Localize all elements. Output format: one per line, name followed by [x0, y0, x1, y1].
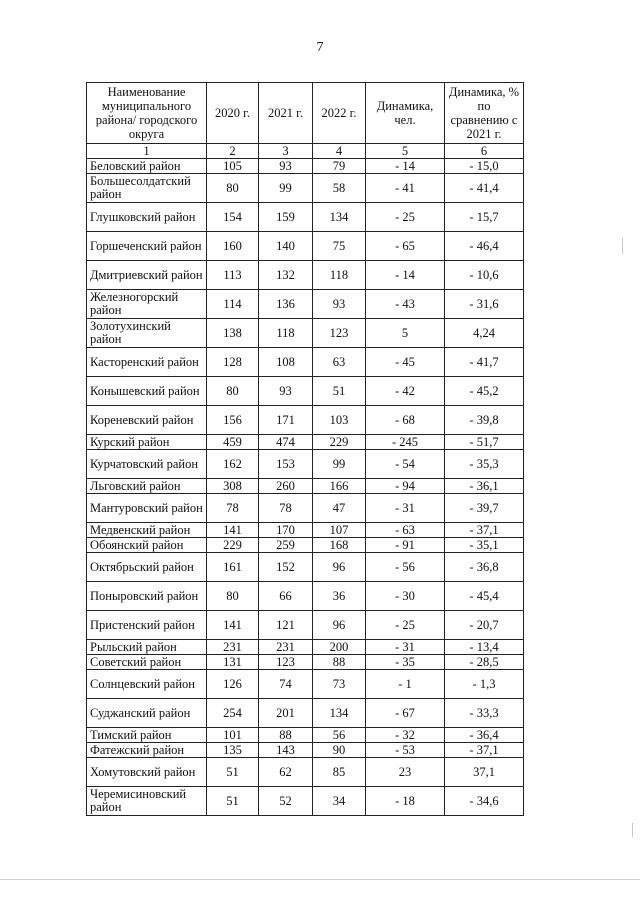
value-2020: 138 — [207, 319, 259, 348]
value-2021: 159 — [259, 203, 313, 232]
header-dynamics-people: Динамика, чел. — [366, 83, 445, 144]
table-row — [87, 290, 524, 319]
table-row — [87, 743, 524, 758]
district-name: Железногорский район — [87, 290, 207, 319]
value-2021: 118 — [259, 319, 313, 348]
value-2020: 231 — [207, 640, 259, 655]
value-2020: 114 — [207, 290, 259, 319]
value-2021: 93 — [259, 377, 313, 406]
table-row — [87, 261, 524, 290]
district-name: Суджанский район — [87, 699, 207, 728]
dynamics-people: - 53 — [366, 743, 445, 758]
value-2022: 90 — [313, 743, 366, 758]
district-name: Курчатовский район — [87, 450, 207, 479]
value-2022: 88 — [313, 655, 366, 670]
dynamics-percent: - 15,0 — [445, 159, 524, 174]
value-2021: 474 — [259, 435, 313, 450]
district-name: Большесолдатский район — [87, 174, 207, 203]
header-dynamics-percent: Динамика, % по сравнению с 2021 г. — [445, 83, 524, 144]
dynamics-percent: - 37,1 — [445, 743, 524, 758]
value-2021: 123 — [259, 655, 313, 670]
table-row — [87, 494, 524, 523]
table-row — [87, 758, 524, 787]
dynamics-people: - 14 — [366, 159, 445, 174]
value-2022: 118 — [313, 261, 366, 290]
dynamics-percent: - 15,7 — [445, 203, 524, 232]
value-2021: 99 — [259, 174, 313, 203]
dynamics-people: - 25 — [366, 611, 445, 640]
value-2020: 162 — [207, 450, 259, 479]
table-row — [87, 319, 524, 348]
table-row — [87, 348, 524, 377]
value-2022: 107 — [313, 523, 366, 538]
dynamics-people: - 67 — [366, 699, 445, 728]
value-2020: 308 — [207, 479, 259, 494]
value-2022: 134 — [313, 203, 366, 232]
district-name: Курский район — [87, 435, 207, 450]
value-2021: 171 — [259, 406, 313, 435]
table-row — [87, 538, 524, 553]
dynamics-percent: - 28,5 — [445, 655, 524, 670]
district-name: Рыльский район — [87, 640, 207, 655]
value-2020: 80 — [207, 174, 259, 203]
page-bottom-line — [0, 879, 640, 880]
value-2020: 128 — [207, 348, 259, 377]
dynamics-people: - 1 — [366, 670, 445, 699]
dynamics-percent: - 13,4 — [445, 640, 524, 655]
dynamics-people: - 54 — [366, 450, 445, 479]
table-row — [87, 787, 524, 816]
value-2020: 126 — [207, 670, 259, 699]
dynamics-people: - 14 — [366, 261, 445, 290]
value-2022: 99 — [313, 450, 366, 479]
value-2020: 229 — [207, 538, 259, 553]
value-2021: 108 — [259, 348, 313, 377]
table-row — [87, 582, 524, 611]
dynamics-people: - 43 — [366, 290, 445, 319]
dynamics-people: - 245 — [366, 435, 445, 450]
dynamics-percent: 37,1 — [445, 758, 524, 787]
district-name: Мантуровский район — [87, 494, 207, 523]
table-row — [87, 377, 524, 406]
value-2020: 101 — [207, 728, 259, 743]
value-2020: 141 — [207, 523, 259, 538]
dynamics-people: - 45 — [366, 348, 445, 377]
value-2022: 58 — [313, 174, 366, 203]
dynamics-people: - 32 — [366, 728, 445, 743]
district-name: Черемисиновский район — [87, 787, 207, 816]
dynamics-percent: - 39,7 — [445, 494, 524, 523]
value-2021: 170 — [259, 523, 313, 538]
dynamics-percent: - 10,6 — [445, 261, 524, 290]
value-2021: 52 — [259, 787, 313, 816]
header-2020: 2020 г. — [207, 83, 259, 144]
dynamics-percent: - 35,1 — [445, 538, 524, 553]
value-2021: 78 — [259, 494, 313, 523]
value-2022: 96 — [313, 611, 366, 640]
value-2020: 51 — [207, 787, 259, 816]
dynamics-percent: - 37,1 — [445, 523, 524, 538]
value-2020: 135 — [207, 743, 259, 758]
district-name: Золотухинский район — [87, 319, 207, 348]
value-2020: 78 — [207, 494, 259, 523]
value-2022: 168 — [313, 538, 366, 553]
table-row — [87, 174, 524, 203]
district-name: Горшеченский район — [87, 232, 207, 261]
dynamics-people: - 65 — [366, 232, 445, 261]
district-name: Фатежский район — [87, 743, 207, 758]
dynamics-people: - 30 — [366, 582, 445, 611]
column-number: 4 — [313, 144, 366, 159]
value-2021: 66 — [259, 582, 313, 611]
table-row — [87, 699, 524, 728]
value-2020: 154 — [207, 203, 259, 232]
district-name: Дмитриевский район — [87, 261, 207, 290]
value-2022: 93 — [313, 290, 366, 319]
district-name: Хомутовский район — [87, 758, 207, 787]
dynamics-people: - 25 — [366, 203, 445, 232]
column-number: 1 — [87, 144, 207, 159]
scan-mark — [632, 823, 633, 837]
value-2022: 56 — [313, 728, 366, 743]
dynamics-percent: - 36,4 — [445, 728, 524, 743]
dynamics-people: 5 — [366, 319, 445, 348]
district-name: Беловский район — [87, 159, 207, 174]
dynamics-percent: - 35,3 — [445, 450, 524, 479]
table-row — [87, 435, 524, 450]
district-name: Касторенский район — [87, 348, 207, 377]
dynamics-people: - 42 — [366, 377, 445, 406]
dynamics-people: - 56 — [366, 553, 445, 582]
value-2021: 93 — [259, 159, 313, 174]
value-2020: 80 — [207, 582, 259, 611]
value-2022: 200 — [313, 640, 366, 655]
district-name: Поныровский район — [87, 582, 207, 611]
table-row — [87, 406, 524, 435]
value-2021: 88 — [259, 728, 313, 743]
district-name: Конышевский район — [87, 377, 207, 406]
value-2021: 231 — [259, 640, 313, 655]
table-row — [87, 479, 524, 494]
value-2022: 51 — [313, 377, 366, 406]
value-2021: 260 — [259, 479, 313, 494]
dynamics-percent: - 33,3 — [445, 699, 524, 728]
header-row — [87, 83, 524, 144]
dynamics-percent: - 41,4 — [445, 174, 524, 203]
column-number: 2 — [207, 144, 259, 159]
value-2021: 259 — [259, 538, 313, 553]
value-2022: 79 — [313, 159, 366, 174]
value-2022: 103 — [313, 406, 366, 435]
dynamics-percent: - 45,2 — [445, 377, 524, 406]
dynamics-percent: - 46,4 — [445, 232, 524, 261]
value-2021: 201 — [259, 699, 313, 728]
table-row — [87, 450, 524, 479]
value-2022: 123 — [313, 319, 366, 348]
table-row — [87, 523, 524, 538]
value-2020: 459 — [207, 435, 259, 450]
dynamics-people: - 31 — [366, 494, 445, 523]
district-name: Кореневский район — [87, 406, 207, 435]
value-2022: 134 — [313, 699, 366, 728]
header-2022: 2022 г. — [313, 83, 366, 144]
dynamics-percent: - 20,7 — [445, 611, 524, 640]
value-2021: 136 — [259, 290, 313, 319]
table-row — [87, 203, 524, 232]
table-row — [87, 655, 524, 670]
header-district: Наименование муниципального района/ городского округа — [87, 83, 207, 144]
dynamics-people: - 31 — [366, 640, 445, 655]
value-2022: 63 — [313, 348, 366, 377]
district-table — [86, 82, 524, 816]
district-name: Льговский район — [87, 479, 207, 494]
district-name: Пристенский район — [87, 611, 207, 640]
dynamics-percent: - 51,7 — [445, 435, 524, 450]
dynamics-people: 23 — [366, 758, 445, 787]
column-number-row — [87, 144, 524, 159]
dynamics-percent: - 39,8 — [445, 406, 524, 435]
district-name: Советский район — [87, 655, 207, 670]
dynamics-people: - 68 — [366, 406, 445, 435]
value-2022: 47 — [313, 494, 366, 523]
value-2021: 62 — [259, 758, 313, 787]
table-row — [87, 159, 524, 174]
value-2021: 143 — [259, 743, 313, 758]
dynamics-people: - 18 — [366, 787, 445, 816]
value-2020: 80 — [207, 377, 259, 406]
value-2022: 34 — [313, 787, 366, 816]
value-2020: 161 — [207, 553, 259, 582]
dynamics-percent: - 1,3 — [445, 670, 524, 699]
page-number: 7 — [316, 40, 324, 55]
value-2021: 74 — [259, 670, 313, 699]
value-2022: 73 — [313, 670, 366, 699]
value-2020: 156 — [207, 406, 259, 435]
dynamics-people: - 94 — [366, 479, 445, 494]
column-number: 6 — [445, 144, 524, 159]
dynamics-percent: - 41,7 — [445, 348, 524, 377]
district-name: Тимский район — [87, 728, 207, 743]
column-number: 3 — [259, 144, 313, 159]
table-row — [87, 553, 524, 582]
value-2020: 131 — [207, 655, 259, 670]
column-number: 5 — [366, 144, 445, 159]
table-row — [87, 611, 524, 640]
table-row — [87, 728, 524, 743]
header-2021: 2021 г. — [259, 83, 313, 144]
dynamics-percent: 4,24 — [445, 319, 524, 348]
dynamics-percent: - 36,1 — [445, 479, 524, 494]
district-name: Солнцевский район — [87, 670, 207, 699]
district-name: Октябрьский район — [87, 553, 207, 582]
value-2020: 51 — [207, 758, 259, 787]
value-2020: 105 — [207, 159, 259, 174]
value-2021: 121 — [259, 611, 313, 640]
value-2021: 152 — [259, 553, 313, 582]
dynamics-people: - 63 — [366, 523, 445, 538]
district-name: Медвенский район — [87, 523, 207, 538]
dynamics-percent: - 34,6 — [445, 787, 524, 816]
value-2021: 153 — [259, 450, 313, 479]
value-2022: 85 — [313, 758, 366, 787]
value-2020: 254 — [207, 699, 259, 728]
district-name: Обоянский район — [87, 538, 207, 553]
table-row — [87, 670, 524, 699]
dynamics-percent: - 36,8 — [445, 553, 524, 582]
value-2022: 75 — [313, 232, 366, 261]
table-row — [87, 232, 524, 261]
value-2021: 140 — [259, 232, 313, 261]
dynamics-percent: - 31,6 — [445, 290, 524, 319]
dynamics-people: - 35 — [366, 655, 445, 670]
value-2022: 36 — [313, 582, 366, 611]
dynamics-percent: - 45,4 — [445, 582, 524, 611]
value-2022: 96 — [313, 553, 366, 582]
value-2022: 229 — [313, 435, 366, 450]
value-2021: 132 — [259, 261, 313, 290]
value-2020: 113 — [207, 261, 259, 290]
value-2020: 160 — [207, 232, 259, 261]
dynamics-people: - 41 — [366, 174, 445, 203]
district-name: Глушковский район — [87, 203, 207, 232]
dynamics-people: - 91 — [366, 538, 445, 553]
scan-mark — [622, 238, 623, 254]
table-row — [87, 640, 524, 655]
value-2020: 141 — [207, 611, 259, 640]
value-2022: 166 — [313, 479, 366, 494]
